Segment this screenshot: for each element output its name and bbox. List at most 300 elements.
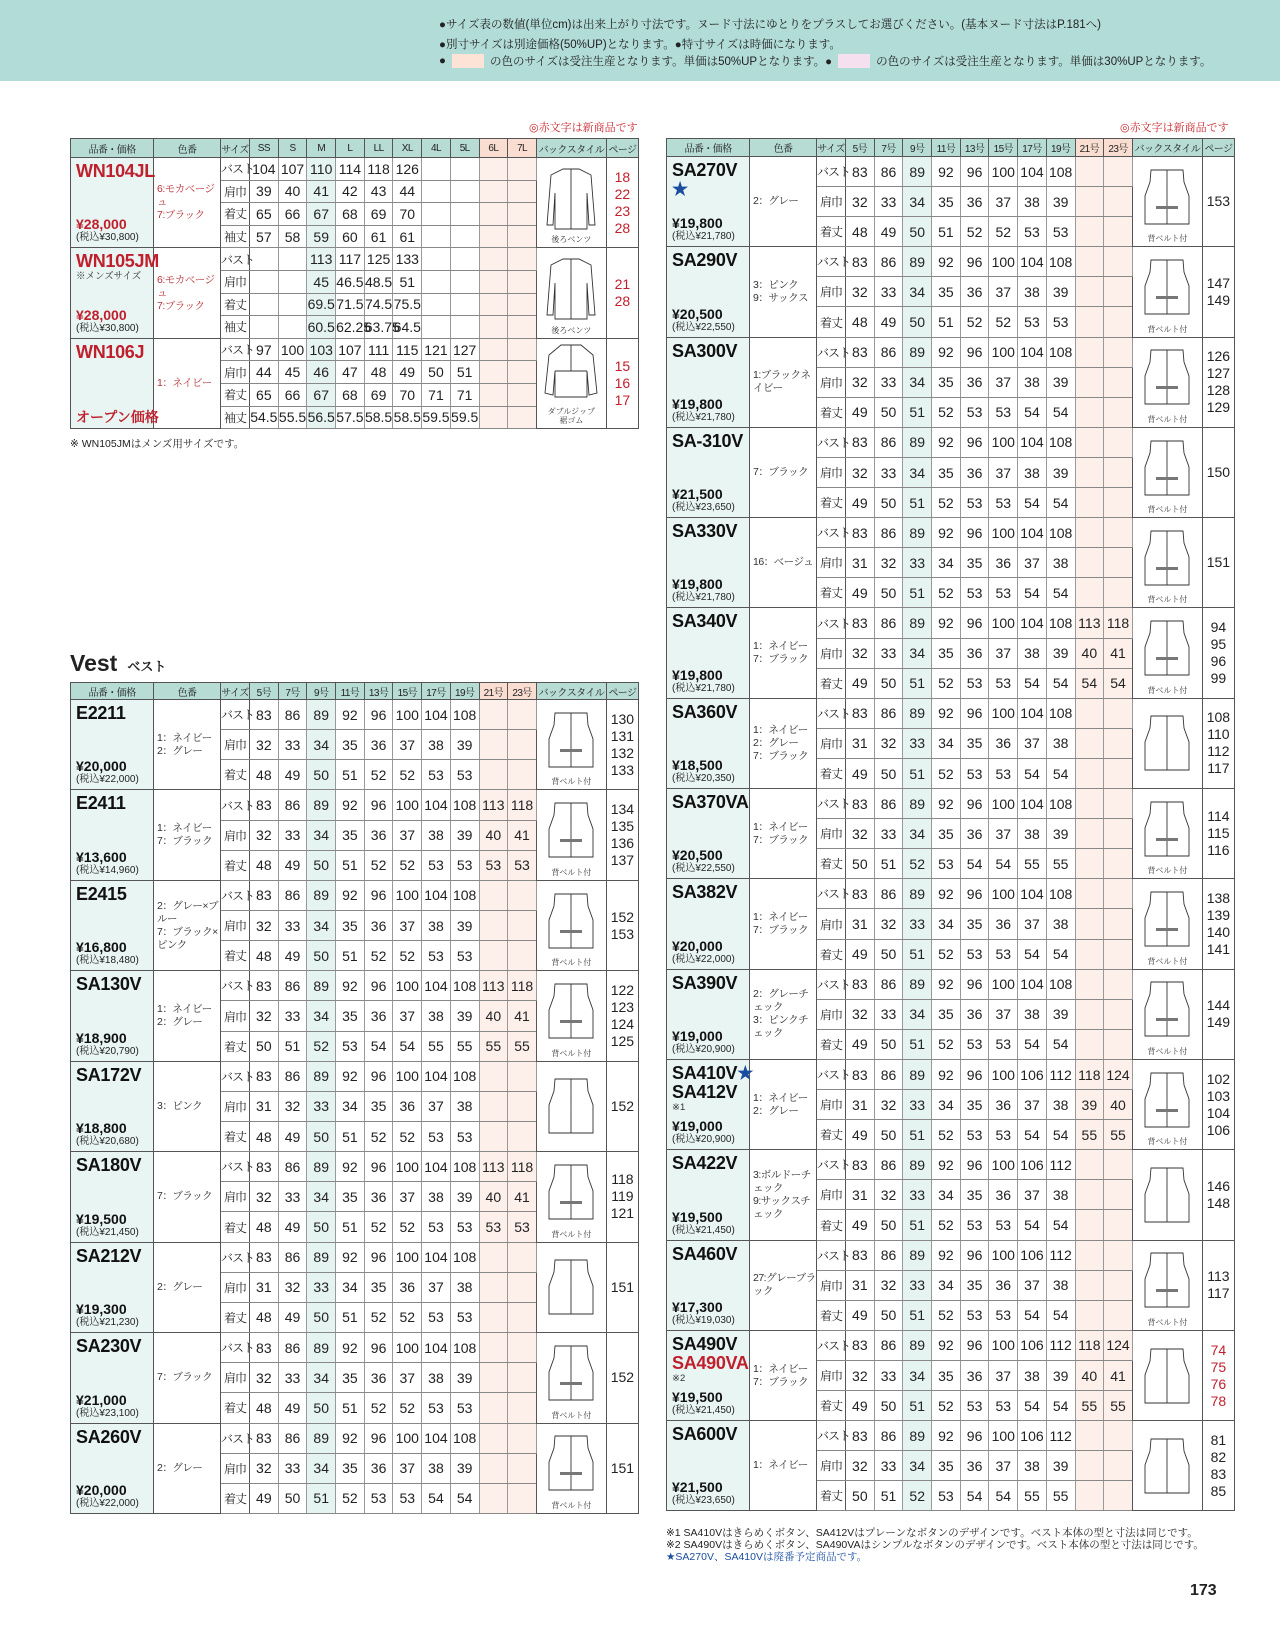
belt-mark [1156,206,1178,209]
size-value: 92 [336,1333,365,1363]
notes-banner [0,0,1280,81]
size-value: 50 [874,1300,903,1330]
size-value: 38 [422,730,451,760]
measure-label: 着丈 [221,1031,250,1061]
size-value: 52 [932,1300,961,1330]
size-value: 33 [307,1091,336,1121]
product-code [672,342,749,361]
size-value: 52 [393,1212,422,1242]
product-codes [76,885,153,904]
color-cell [750,1150,817,1240]
size-value: 34 [932,1270,961,1300]
size-value: 55 [1104,1391,1133,1421]
size-value: 51 [336,1302,365,1332]
header-row [71,683,639,700]
size-value: 57 [250,225,279,248]
size-value: 54 [393,1031,422,1061]
back-style-caption: 背ベルト付 [1147,866,1188,876]
product-code-text: WN106J [76,341,145,362]
size-value: 69 [364,383,393,406]
size-value: 54 [1018,578,1047,608]
size-value: 37 [393,1182,422,1212]
page-refs [606,700,638,790]
page-ref: 126 [1206,348,1231,365]
size-value [1075,397,1104,427]
size-value: 118 [508,790,537,820]
size-value: 52 [364,1122,393,1152]
size-value: 33 [874,187,903,217]
size-value: 92 [932,247,961,277]
page-ref: 133 [610,761,635,778]
size-value [1104,819,1133,849]
size-value: 106 [1018,1150,1047,1180]
page-ref: 76 [1210,1375,1227,1392]
color-cell [154,700,221,790]
color-option: 1：ネイビー [157,822,212,835]
size-value: 106 [1018,1421,1047,1451]
measure-label: 肩巾 [817,1270,846,1300]
size-value: 54 [1018,1029,1047,1059]
measure-label: 着丈 [817,1029,846,1059]
size-value: 53 [422,1302,451,1332]
size-value [479,1242,508,1272]
size-value: 52 [393,1122,422,1152]
color-option: 7：ブラック [753,653,809,666]
measure-label: バスト [817,518,846,548]
size-value: 52 [932,578,961,608]
size-value: 96 [960,1330,989,1360]
size-value: 54 [1104,668,1133,698]
back-style-cell [536,880,606,970]
page-refs [606,971,638,1061]
size-value [479,760,508,790]
size-value: 33 [278,911,307,941]
size-value: 38 [422,911,451,941]
price-with-tax: (税込¥21,450) [672,1224,735,1236]
price: ¥20,500 [672,305,723,322]
size-value: 58 [278,225,307,248]
size-value: 50 [903,307,932,337]
size-value: 100 [989,1240,1018,1270]
header-color: 色番 [154,683,221,700]
product-cell [667,247,750,337]
back-style-caption: 背ベルト付 [1147,414,1188,424]
size-value: 117 [336,248,365,271]
size-value: 108 [450,1423,479,1453]
page-ref: 141 [1206,941,1231,958]
size-value: 55 [422,1031,451,1061]
size-value: 50 [903,217,932,247]
size-value: 111 [364,338,393,361]
size-value: 51 [336,1122,365,1152]
page-ref: 94 [1210,619,1227,636]
price-with-tax: (税込¥22,000) [672,953,735,965]
size-value: 53 [450,1122,479,1152]
size-value: 52 [364,1393,393,1423]
page-ref: 81 [1210,1431,1227,1448]
size-value [1075,728,1104,758]
page-refs [1202,698,1234,788]
product-cell [71,158,154,248]
size-value: 53 [960,668,989,698]
size-value: 118 [1075,1330,1104,1360]
size-value: 53 [508,850,537,880]
size-value: 48 [250,1302,279,1332]
measure-label: 肩巾 [817,638,846,668]
size-value: 96 [960,518,989,548]
size-value: 36 [989,1180,1018,1210]
size-value: 92 [336,1242,365,1272]
product-codes [76,343,153,362]
vest-back-illustration [1139,1069,1195,1131]
product-prices [672,1209,749,1237]
size-value: 83 [250,1152,279,1182]
size-value: 34 [932,909,961,939]
size-value: 49 [278,1212,307,1242]
size-value: 35 [364,1091,393,1121]
size-value [1075,999,1104,1029]
size-value: 40 [1104,1090,1133,1120]
size-value: 55.5 [278,406,307,429]
size-value: 83 [846,1059,875,1089]
product-prices [672,1028,749,1056]
size-value [1075,217,1104,247]
header-size-col: 19号 [450,683,479,700]
size-value: 89 [307,1061,336,1091]
size-value [479,1122,508,1152]
size-value: 53 [1018,217,1047,247]
size-value: 41 [1104,638,1133,668]
page-refs [1202,1421,1234,1511]
size-value: 53 [989,578,1018,608]
size-value: 107 [278,158,307,181]
color-option: 3:ボルドーチェック [753,1168,811,1194]
size-value [479,700,508,730]
size-value: 108 [450,790,479,820]
size-value: 96 [960,1059,989,1089]
size-value: 52 [960,307,989,337]
size-value: 104 [422,1333,451,1363]
vest-back-illustration [543,980,599,1042]
product-code-text: E2211 [76,703,126,723]
size-value: 35 [932,1451,961,1481]
size-value: 71 [422,383,451,406]
vest-title-ja: ベスト [127,659,167,674]
size-value: 96 [364,880,393,910]
page-ref: 147 [1206,274,1231,291]
product-codes [672,342,749,361]
product-code-text: SA382V [672,882,738,903]
price-with-tax: (税込¥19,030) [672,1314,735,1326]
size-value: 36 [960,638,989,668]
size-value: 54 [1046,488,1075,518]
size-value: 108 [450,700,479,730]
page-refs [606,338,638,428]
size-value: 37 [1018,1180,1047,1210]
color-option: 7：ブラック [753,466,809,479]
size-value: 49 [846,397,875,427]
measure-label: 肩巾 [221,1091,250,1121]
table-row [667,969,1235,999]
price-with-tax: (税込¥21,230) [76,1317,139,1329]
page-ref: 129 [1206,399,1231,416]
vest-back-illustration [1139,1345,1195,1407]
size-value: 110 [307,158,336,181]
size-value: 108 [1046,427,1075,457]
size-value: 51 [278,1031,307,1061]
measure-label: バスト [221,1242,250,1272]
size-value: 66 [278,203,307,226]
color-option: 1：ネイビー [753,1459,808,1472]
size-value [479,1483,508,1513]
size-value [508,1363,537,1393]
size-value [1104,187,1133,217]
back-style-caption: 後ろベンツ [551,325,592,335]
back-style-cell [1132,698,1202,788]
size-value: 35 [336,1363,365,1393]
size-value: 92 [336,700,365,730]
size-value: 39 [1046,457,1075,487]
garment-outline [1145,531,1189,585]
size-value: 100 [393,880,422,910]
size-value: 100 [393,1333,422,1363]
size-value: 124 [1104,1330,1133,1360]
size-value [1104,367,1133,397]
back-style-caption: 背ベルト付 [1147,685,1188,695]
product-code-text: SA270V [672,160,738,180]
size-value [250,270,279,293]
page-refs [1202,608,1234,698]
size-value: 127 [450,338,479,361]
price-with-tax: (税込¥21,780) [672,682,735,694]
size-value: 33 [903,1180,932,1210]
product-info [76,1428,153,1510]
size-value: 50 [307,1212,336,1242]
header-size-col: 5号 [250,683,279,700]
size-value: 86 [278,1152,307,1182]
page-ref: 18 [614,168,631,185]
size-value [1104,397,1133,427]
price-with-tax: (税込¥30,800) [76,232,139,244]
size-value: 92 [932,518,961,548]
header-size-col: 21号 [479,683,508,700]
product-info [76,704,153,786]
size-value: 53 [364,1483,393,1513]
page-ref: 146 [1206,1177,1231,1194]
size-value: 89 [307,700,336,730]
page-refs [1202,1059,1234,1149]
size-value [479,361,508,384]
size-value: 39 [450,1453,479,1483]
product-code-text: SA370VA [672,792,749,813]
size-value: 55 [479,1031,508,1061]
product-codes [76,1247,153,1266]
size-value [278,316,307,339]
size-value: 86 [874,1330,903,1360]
size-value: 51 [903,1029,932,1059]
size-value: 32 [846,638,875,668]
size-value: 100 [393,700,422,730]
size-value: 33 [874,457,903,487]
size-value [1104,337,1133,367]
size-value: 108 [1046,879,1075,909]
size-value [1075,277,1104,307]
price: ¥16,800 [76,939,127,956]
size-value: 96 [960,698,989,728]
size-value [508,911,537,941]
page-ref: 135 [610,818,635,835]
size-value: 32 [874,728,903,758]
header-size-col: 17号 [1018,139,1047,157]
table-row [667,1330,1235,1360]
size-value: 38 [1018,1451,1047,1481]
product-code [76,1428,153,1447]
product-code [76,162,153,181]
size-value: 83 [846,157,875,187]
size-value: 104 [422,971,451,1001]
size-value: 46.5 [336,270,365,293]
size-value: 53 [422,760,451,790]
page-ref: 152 [610,908,635,925]
size-value: 41 [508,1182,537,1212]
size-value: 86 [874,247,903,277]
garment-outline [549,1436,593,1490]
product-codes [672,1245,749,1264]
color-option: 7：ブラック [753,833,809,846]
product-code-alt: SA490VA [672,1352,749,1373]
size-value: 37 [422,1272,451,1302]
size-value [1075,548,1104,578]
page-ref: 16 [614,374,631,391]
header-back-style: バックスタイル [1132,139,1202,157]
size-value: 37 [393,1363,422,1393]
size-value [479,180,508,203]
price: ¥19,800 [672,215,723,232]
bullet: ● [439,55,446,67]
size-value: 61 [393,225,422,248]
product-info [672,251,749,333]
size-value: 32 [874,1270,903,1300]
size-value: 37 [1018,909,1047,939]
color-cell [750,1240,817,1330]
size-value [1075,1180,1104,1210]
size-value: 38 [1018,367,1047,397]
vest-back-illustration [1139,798,1195,860]
size-value: 38 [1018,999,1047,1029]
size-value [1075,1270,1104,1300]
size-value [508,760,537,790]
size-value: 35 [336,820,365,850]
size-value [479,248,508,271]
garment-outline [549,1260,593,1314]
page-ref: 153 [1206,193,1231,210]
size-value: 86 [278,1333,307,1363]
size-value: 54 [1018,668,1047,698]
color-option: 1：ネイビー [157,376,212,389]
size-value: 32 [874,909,903,939]
back-style-cell [1132,1240,1202,1330]
product-info [672,522,749,604]
back-style-caption: 背ベルト付 [1147,1317,1188,1327]
size-value: 39 [450,1182,479,1212]
size-value: 104 [422,1242,451,1272]
size-value: 31 [846,728,875,758]
size-value [479,880,508,910]
size-value: 33 [903,728,932,758]
size-value: 34 [336,1091,365,1121]
header-back-style: バックスタイル [536,683,606,700]
belt-mark [560,1382,582,1385]
size-value: 96 [960,1421,989,1451]
size-value: 35 [960,1090,989,1120]
size-value: 106 [1018,1240,1047,1270]
size-value: 108 [450,880,479,910]
size-value [479,1272,508,1302]
size-value: 89 [903,789,932,819]
price: ¥20,000 [672,937,723,954]
size-value: 36 [364,911,393,941]
price: ¥21,500 [672,1479,723,1496]
size-value: 34 [903,277,932,307]
size-value: 50 [846,849,875,879]
page-ref: 122 [610,982,635,999]
product-code [76,343,153,362]
product-code-text: E2415 [76,883,127,904]
color-cell [750,427,817,517]
size-value: 83 [846,698,875,728]
product-info [672,793,749,875]
garment-outline [549,803,593,857]
measure-label: バスト [221,248,250,271]
vest-back-illustration [1139,888,1195,950]
color-option: 3：ピンクチェック [753,1014,809,1040]
size-value [508,1483,537,1513]
size-value [508,1272,537,1302]
measure-label: 着丈 [221,383,250,406]
product-code [76,704,153,723]
color-option: 1：ネイビー [753,911,808,924]
garment-outline [1145,1349,1189,1403]
size-value: 96 [960,608,989,638]
size-value: 89 [307,1242,336,1272]
color-option: 7：ブラック [157,1371,213,1384]
size-value: 89 [903,969,932,999]
page-ref: 23 [614,202,631,219]
back-style-caption: 背ベルト付 [551,777,592,787]
size-value [1104,307,1133,337]
page-ref: 125 [610,1033,635,1050]
table-row [667,879,1235,909]
size-value: 53 [989,1029,1018,1059]
belt-mark [560,1201,582,1204]
product-code-text: SA330V [672,521,738,542]
size-value: 100 [393,1423,422,1453]
size-value: 58.5 [364,406,393,429]
size-value: 51 [932,217,961,247]
size-value [479,338,508,361]
size-value: 96 [960,427,989,457]
product-prices [76,758,153,786]
size-value: 37 [1018,1090,1047,1120]
size-value [1104,728,1133,758]
size-value [422,316,451,339]
color-cell [154,1242,221,1332]
size-value: 33 [278,1182,307,1212]
product-code [672,883,749,902]
product-info [672,974,749,1056]
size-value [1075,457,1104,487]
size-value [508,880,537,910]
